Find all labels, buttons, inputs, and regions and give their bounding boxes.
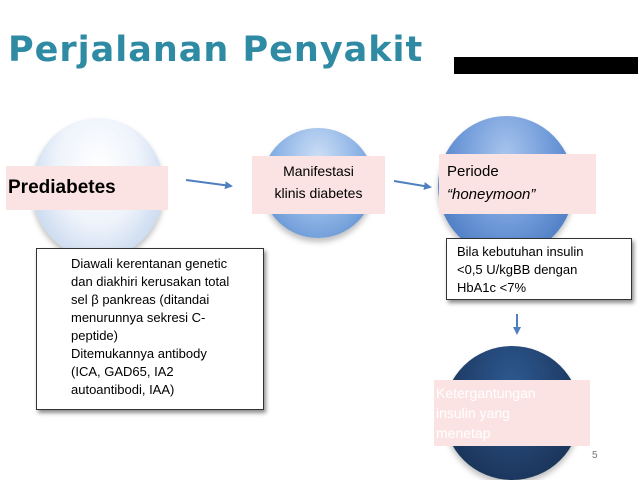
honeymoon-note-line: <0,5 U/kgBB dengan (457, 262, 578, 277)
honeymoon-line-1: Periode (447, 163, 499, 180)
prediabetes-note-line: peptide) (71, 328, 118, 343)
ketergantungan-line-1: Ketergantungan (436, 385, 536, 401)
prediabetes-note-line: autoantibodi, IAA) (71, 382, 175, 397)
page-number: 5 (592, 450, 598, 461)
prediabetes-note-line: (ICA, GAD65, IA2 (71, 364, 174, 379)
manifestasi-line-1: Manifestasi (283, 163, 354, 179)
ketergantungan-line-3: menetap (436, 425, 491, 441)
prediabetes-note-line: Diawali kerentanan genetic (71, 256, 228, 271)
prediabetes-note-line: sel β pankreas (ditandai (71, 292, 210, 307)
arrow-prediabetes-to-manifestasi (186, 180, 231, 186)
prediabetes-note-line: dan diakhiri kerusakan total (71, 274, 230, 289)
prediabetes-label-text: Prediabetes (8, 177, 116, 198)
prediabetes-note-line: menurunnya sekresi C- (71, 310, 206, 325)
prediabetes-note-line: Ditemukannya antibody (71, 346, 207, 361)
honeymoon-note-line: Bila kebutuhan insulin (457, 244, 584, 259)
manifestasi-line-2: klinis diabetes (274, 185, 363, 201)
honeymoon-line-2: “honeymoon” (447, 186, 536, 203)
arrow-manifestasi-to-honeymoon (394, 181, 430, 187)
ketergantungan-line-2: insulin yang (436, 405, 510, 421)
honeymoon-note-line: HbA1c <7% (457, 280, 527, 295)
slide-title: Perjalanan Penyakit (8, 30, 424, 70)
